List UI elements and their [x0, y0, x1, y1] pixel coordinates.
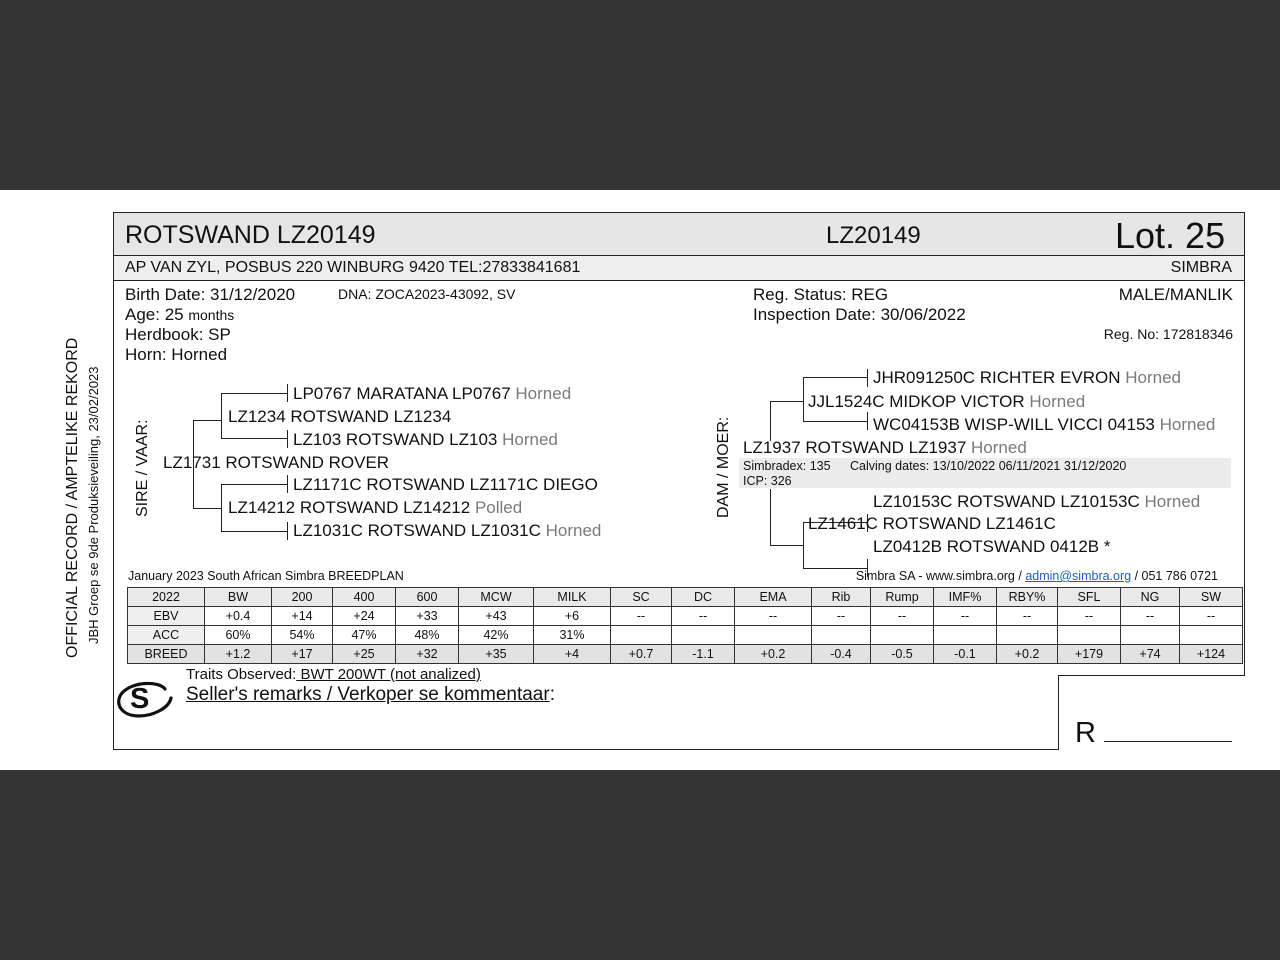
dam-dam-sire: LZ10153C ROTSWAND LZ10153C Horned	[873, 492, 1201, 511]
breedplan-value-cell	[1121, 626, 1180, 645]
sire-dam: LZ14212 ROTSWAND LZ14212 Polled	[228, 498, 523, 517]
breedplan-value-cell: --	[934, 607, 997, 626]
breedplan-header-cell: 400	[333, 588, 396, 607]
breedplan-value-cell: +0.2	[997, 645, 1058, 664]
breedplan-title: January 2023 South African Simbra BREEDPLAN	[128, 569, 404, 583]
breedplan-value-cell: --	[871, 607, 934, 626]
herdbook: Herdbook: SP	[125, 325, 231, 344]
breed-label: SIMBRA	[1170, 259, 1232, 276]
breedplan-value-cell: --	[672, 607, 735, 626]
official-record-label: OFFICIAL RECORD / AMPTELIKE REKORD	[64, 337, 81, 658]
breedplan-value-cell: +124	[1180, 645, 1243, 664]
breedplan-value-cell: 47%	[333, 626, 396, 645]
breedplan-value-cell: +43	[459, 607, 534, 626]
breedplan-value-cell: --	[1121, 607, 1180, 626]
sire-sire-sire: LP0767 MARATANA LP0767 Horned	[293, 384, 572, 403]
dam: LZ1937 ROTSWAND LZ1937 Horned	[743, 438, 1027, 457]
dam-sire-sire: JHR091250C RICHTER EVRON Horned	[873, 368, 1182, 387]
breedplan-header-cell: SW	[1180, 588, 1243, 607]
breedplan-value-cell: +25	[333, 645, 396, 664]
breedplan-value-cell: +179	[1058, 645, 1121, 664]
dam-calving-dates: Calving dates: 13/10/2022 06/11/2021 31/12/2020	[850, 459, 1127, 473]
sire-dam-dam: LZ1031C ROTSWAND LZ1031C Horned	[293, 521, 602, 540]
breedplan-header-cell: NG	[1121, 588, 1180, 607]
breedplan-header-cell: MCW	[459, 588, 534, 607]
breedplan-value-cell: -0.4	[812, 645, 871, 664]
sire: LZ1731 ROTSWAND ROVER	[163, 453, 390, 472]
simbra-logo: S	[115, 680, 173, 718]
breedplan-value-cell	[672, 626, 735, 645]
breedplan-value-cell: 60%	[205, 626, 272, 645]
breedplan-row-label: BREED	[128, 645, 205, 664]
breedplan-value-cell	[611, 626, 672, 645]
breedplan-value-cell: +6	[534, 607, 611, 626]
breedplan-header-cell: EMA	[735, 588, 812, 607]
breedplan-value-cell: --	[997, 607, 1058, 626]
breedplan-header-cell: SC	[611, 588, 672, 607]
price-field[interactable]: R	[1075, 717, 1232, 750]
animal-name: ROTSWAND LZ20149	[125, 221, 376, 249]
inspection-date: Inspection Date: 30/06/2022	[753, 305, 966, 324]
breedplan-header-cell: BW	[205, 588, 272, 607]
email-link[interactable]: admin@simbra.org	[1025, 569, 1132, 583]
breedplan-value-cell	[997, 626, 1058, 645]
breedplan-header-cell: 200	[272, 588, 333, 607]
breedplan-value-cell: +35	[459, 645, 534, 664]
breedplan-value-cell: +4	[534, 645, 611, 664]
sire-label: SIRE / VAAR:	[134, 419, 151, 517]
breedplan-value-cell: --	[1180, 607, 1243, 626]
breedplan-value-cell: --	[1058, 607, 1121, 626]
age: Age: 25 months	[125, 305, 235, 324]
lot-number: Lot. 25	[1115, 215, 1226, 256]
breedplan-header-cell: IMF%	[934, 588, 997, 607]
dam-sire: JJL1524C MIDKOP VICTOR Horned	[808, 392, 1086, 411]
breedplan-value-cell	[735, 626, 812, 645]
breedplan-header-cell: RBY%	[997, 588, 1058, 607]
birth-date: Birth Date: 31/12/2020	[125, 285, 296, 304]
breedplan-header-cell: DC	[672, 588, 735, 607]
dam-dam-dam: LZ0412B ROTSWAND 0412B *	[873, 537, 1111, 556]
breedplan-row-label: EBV	[128, 607, 205, 626]
breedplan-row-label: ACC	[128, 626, 205, 645]
breedplan-value-cell: +17	[272, 645, 333, 664]
breedplan-value-cell: 54%	[272, 626, 333, 645]
breedplan-value-cell: +74	[1121, 645, 1180, 664]
breedplan-value-cell: +32	[396, 645, 459, 664]
breedplan-value-cell: +14	[272, 607, 333, 626]
breedplan-value-cell	[1180, 626, 1243, 645]
dam-label: DAM / MOER:	[715, 416, 732, 518]
breedplan-value-cell: -1.1	[672, 645, 735, 664]
breedplan-value-cell: +33	[396, 607, 459, 626]
breedplan-header-cell: 600	[396, 588, 459, 607]
dam-simbradex: Simbradex: 135	[743, 459, 831, 473]
sire-sire-dam: LZ103 ROTSWAND LZ103 Horned	[293, 430, 558, 449]
breedplan-value-cell: --	[812, 607, 871, 626]
breedplan-header-row	[128, 588, 1243, 607]
dna-info: DNA: ZOCA2023-43092, SV	[338, 286, 516, 302]
breedplan-header-cell: Rump	[871, 588, 934, 607]
owner-address: AP VAN ZYL, POSBUS 220 WINBURG 9420 TEL:27833841681	[125, 259, 581, 276]
breedplan-value-cell: 48%	[396, 626, 459, 645]
breedplan-header-cell: MILK	[534, 588, 611, 607]
breedplan-value-cell: -0.5	[871, 645, 934, 664]
sire-sire: LZ1234 ROTSWAND LZ1234	[228, 407, 452, 426]
sire-dam-sire: LZ1171C ROTSWAND LZ1171C DIEGO	[293, 475, 598, 494]
breedplan-value-cell: +0.7	[611, 645, 672, 664]
dam-icp: ICP: 326	[743, 474, 792, 488]
breedplan-table	[127, 587, 1243, 664]
breedplan-header-cell: SFL	[1058, 588, 1121, 607]
breedplan-header-cell: 2022	[128, 588, 205, 607]
animal-record-card	[113, 212, 1245, 750]
breedplan-acc-row	[128, 626, 1243, 645]
breedplan-value-cell: +24	[333, 607, 396, 626]
seller-remarks-label: Seller's remarks / Verkoper se kommentaar:	[186, 684, 555, 705]
reg-number: Reg. No: 172818346	[1103, 326, 1233, 342]
traits-observed: Traits Observed: BWT 200WT (not analized)	[186, 666, 481, 683]
card-header	[114, 213, 1244, 256]
reg-status: Reg. Status: REG	[753, 285, 889, 304]
breedplan-breed-row	[128, 645, 1243, 664]
breedplan-value-cell: -0.1	[934, 645, 997, 664]
breedplan-value-cell: --	[611, 607, 672, 626]
sex: MALE/MANLIK	[1118, 285, 1233, 304]
breedplan-source: Simbra SA - www.simbra.org / admin@simbra.org / 051 786 0721	[855, 569, 1218, 583]
breedplan-value-cell: +0.2	[735, 645, 812, 664]
breedplan-value-cell: 42%	[459, 626, 534, 645]
dam-sire-dam: WC04153B WISP-WILL VICCI 04153 Horned	[873, 415, 1216, 434]
breedplan-header-cell: Rib	[812, 588, 871, 607]
sale-catalogue-page	[0, 190, 1280, 770]
dam-dam: LZ1461C ROTSWAND LZ1461C	[808, 514, 1056, 533]
breedplan-value-cell: +1.2	[205, 645, 272, 664]
animal-id: LZ20149	[826, 222, 921, 249]
auction-info-label: JBH Groep se 9de Produksieveiling, 23/02/2023	[86, 366, 101, 644]
price-blank[interactable]	[1104, 719, 1232, 742]
horn-status: Horn: Horned	[125, 345, 228, 364]
breedplan-value-cell	[934, 626, 997, 645]
breedplan-value-cell	[812, 626, 871, 645]
breedplan-ebv-row	[128, 607, 1243, 626]
breedplan-value-cell	[1058, 626, 1121, 645]
breedplan-value-cell: 31%	[534, 626, 611, 645]
breedplan-value-cell: --	[735, 607, 812, 626]
owner-row	[114, 256, 1244, 281]
breedplan-value-cell	[871, 626, 934, 645]
breedplan-value-cell: +0.4	[205, 607, 272, 626]
